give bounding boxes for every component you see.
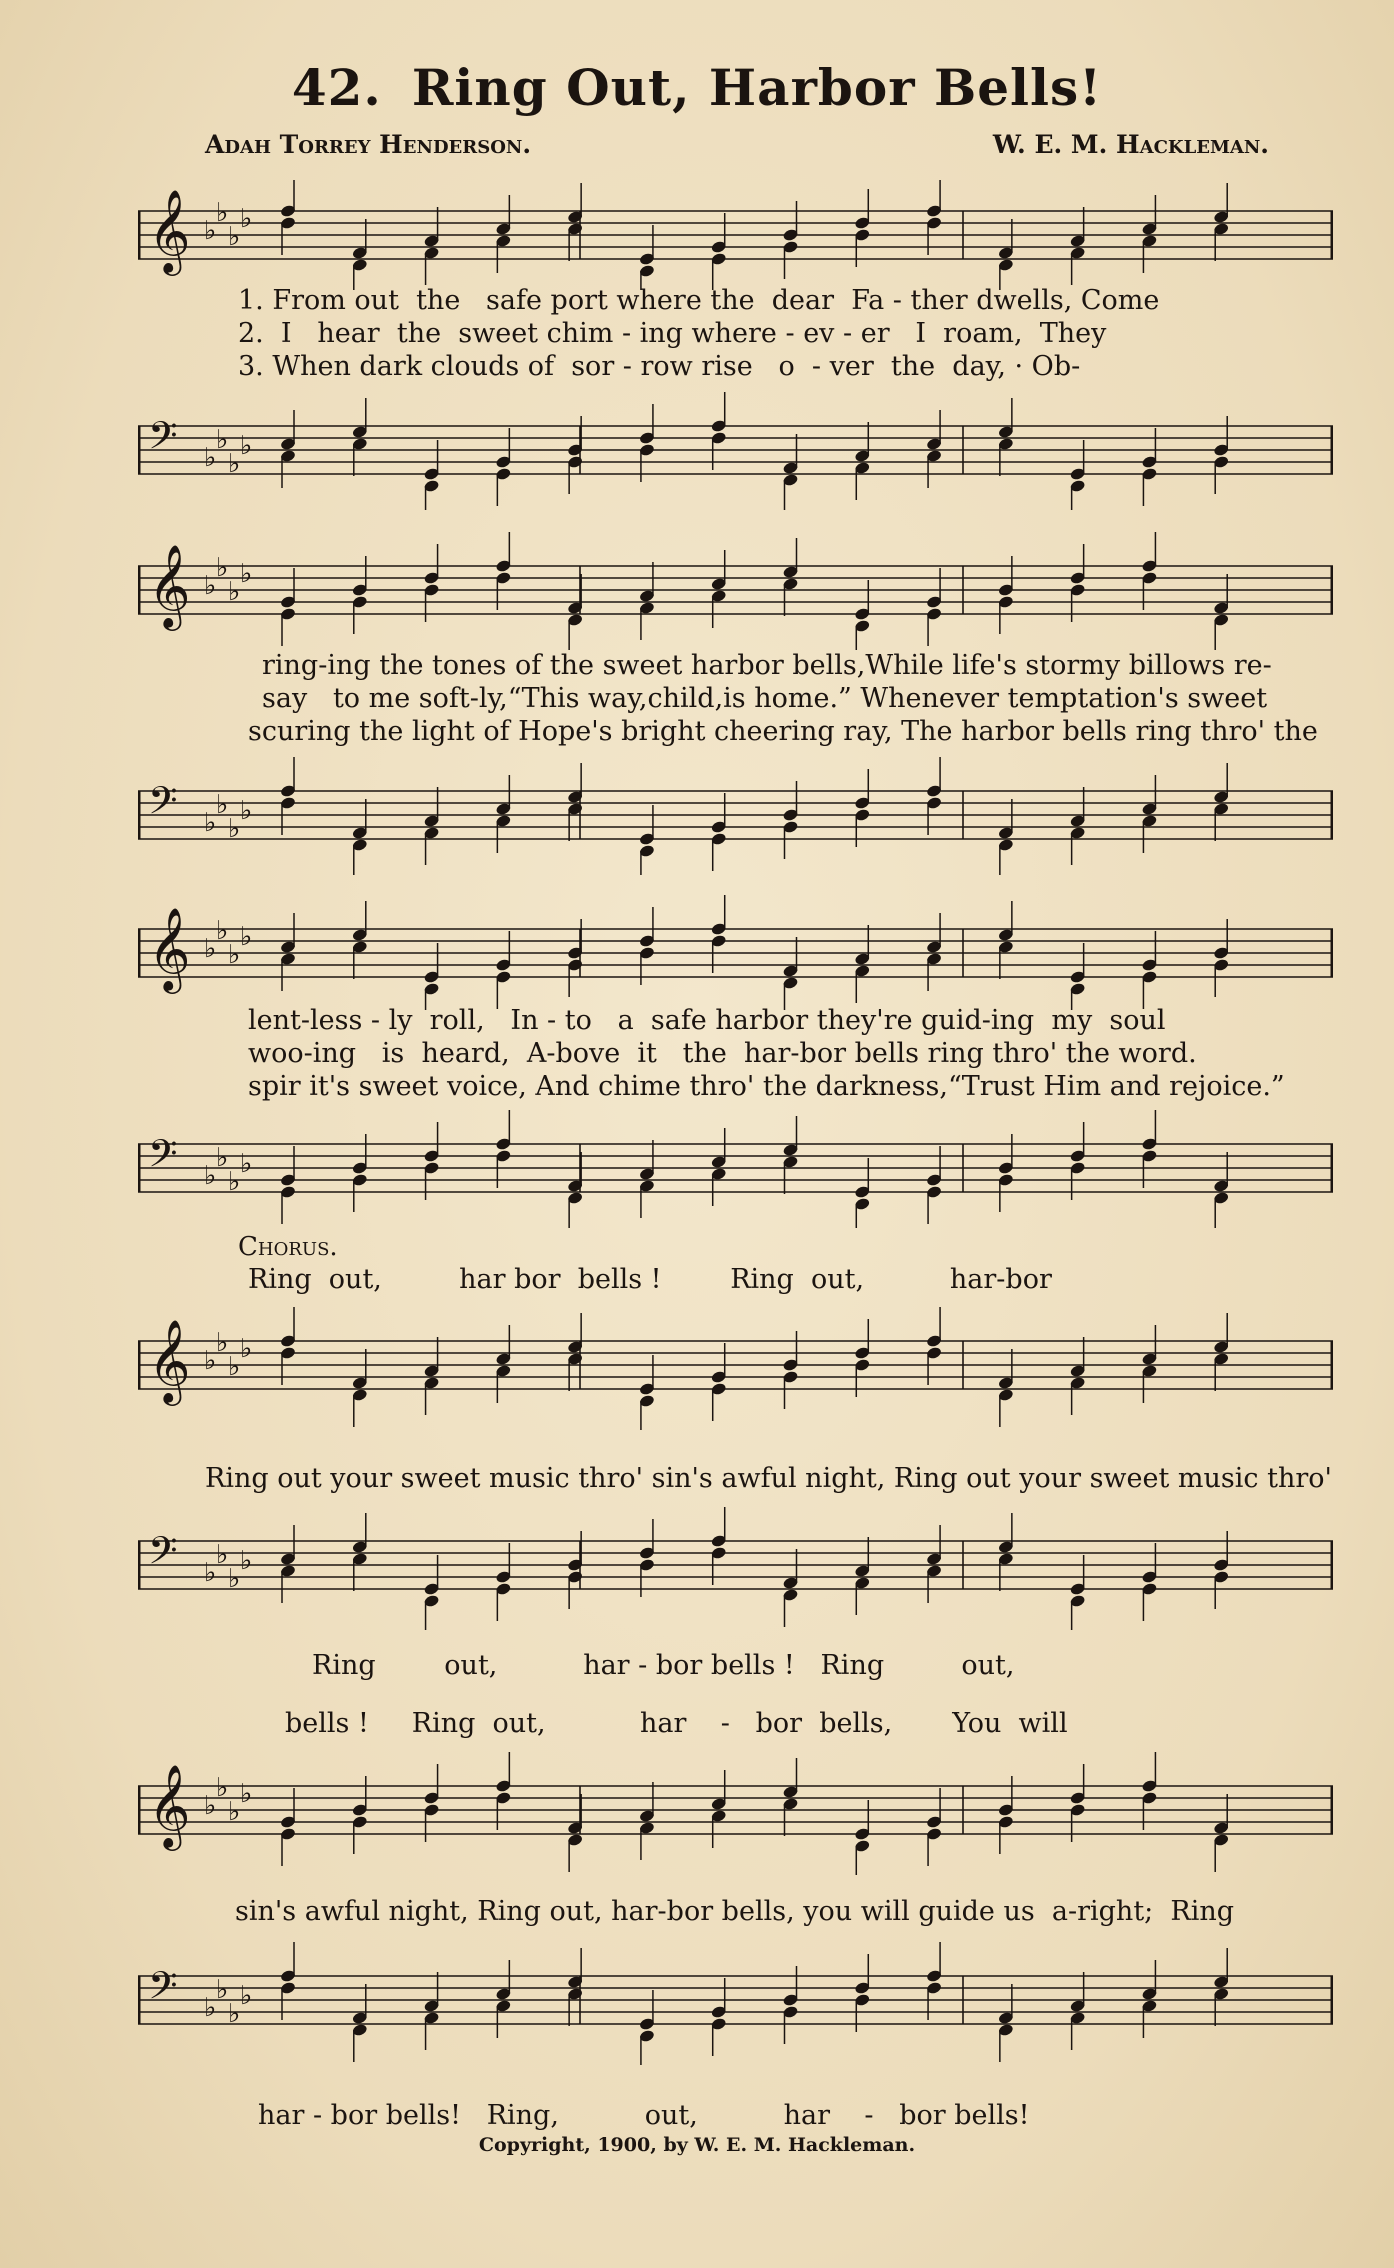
hymn-title bbox=[0, 58, 1394, 117]
svg-text:♭: ♭ bbox=[240, 204, 253, 234]
verse2-line2: say to me soft-ly,“This way,child,is home.” Whenever temptation's sweet bbox=[262, 683, 1268, 714]
svg-text:♭: ♭ bbox=[228, 1564, 241, 1594]
svg-text:𝄞: 𝄞 bbox=[148, 1763, 191, 1847]
svg-text:♭: ♭ bbox=[240, 431, 253, 461]
chorus-soprano-line2: bells ! Ring out, har - bor bells, You will bbox=[285, 1708, 1068, 1739]
bass-staff-chorus-1 bbox=[138, 1500, 1333, 1630]
svg-text:♭: ♭ bbox=[228, 1167, 241, 1197]
verse2-line3: woo-ing is heard, A-bove it the har-bor bells ring thro' the word. bbox=[248, 1038, 1197, 1069]
svg-text:♭: ♭ bbox=[204, 1161, 217, 1191]
svg-text:𝄢: 𝄢 bbox=[148, 1963, 178, 2017]
svg-text:♭: ♭ bbox=[216, 1975, 229, 2005]
verse1-line1: 1. From out the safe port where the dear Fa - ther dwells, Come bbox=[238, 285, 1160, 316]
svg-text:♭: ♭ bbox=[216, 198, 229, 228]
treble-staff-system-2 bbox=[138, 530, 1333, 650]
chorus-soprano-line1: Ring out, har bor bells ! Ring out, har-bor bbox=[248, 1264, 1052, 1295]
verse1-line2: ring-ing the tones of the sweet harbor bells,While life's stormy billows re- bbox=[262, 650, 1272, 681]
svg-text:♭: ♭ bbox=[240, 1334, 253, 1364]
svg-text:𝄞: 𝄞 bbox=[148, 543, 191, 627]
svg-text:𝄢: 𝄢 bbox=[148, 778, 178, 832]
svg-text:♭: ♭ bbox=[204, 216, 217, 246]
svg-text:♭: ♭ bbox=[228, 222, 241, 252]
hymn-number: 42. bbox=[291, 58, 382, 117]
svg-text:𝄢: 𝄢 bbox=[148, 413, 178, 467]
bass-staff-system-3 bbox=[138, 1108, 1333, 1228]
svg-text:♭: ♭ bbox=[240, 1546, 253, 1576]
svg-text:♭: ♭ bbox=[240, 796, 253, 826]
svg-text:♭: ♭ bbox=[204, 1791, 217, 1821]
chorus-tenor-line1: Ring out your sweet music thro' sin's awful night, Ring out your sweet music thro' bbox=[205, 1463, 1332, 1494]
svg-text:♭: ♭ bbox=[204, 571, 217, 601]
svg-text:♭: ♭ bbox=[204, 1558, 217, 1588]
treble-staff-system-1 bbox=[138, 180, 1333, 290]
svg-text:♭: ♭ bbox=[240, 1981, 253, 2011]
treble-staff-chorus-2 bbox=[138, 1745, 1333, 1875]
svg-text:𝄞: 𝄞 bbox=[148, 1318, 191, 1402]
verse2-line1: 2. I hear the sweet chim - ing where - ev - er I roam, They bbox=[238, 318, 1107, 349]
svg-text:♭: ♭ bbox=[204, 934, 217, 964]
bass-staff-chorus-2 bbox=[138, 1935, 1333, 2065]
svg-text:♭: ♭ bbox=[228, 1797, 241, 1827]
chorus-bass-line2: har - bor bells! Ring, out, har - bor bells! bbox=[258, 2100, 1030, 2131]
svg-text:𝄞: 𝄞 bbox=[148, 906, 191, 990]
svg-text:𝄞: 𝄞 bbox=[148, 188, 191, 272]
svg-text:♭: ♭ bbox=[228, 814, 241, 844]
verse3-line1: 3. When dark clouds of sor - row rise o - ver the day, · Ob- bbox=[238, 351, 1081, 382]
svg-text:♭: ♭ bbox=[240, 559, 253, 589]
bass-staff-system-1 bbox=[138, 390, 1333, 510]
svg-text:♭: ♭ bbox=[204, 808, 217, 838]
bass-staff-system-2 bbox=[138, 755, 1333, 875]
chorus-tenor-line2: sin's awful night, Ring out, har-bor bells, you will guide us a-right; Ring bbox=[235, 1896, 1235, 1927]
verse1-line3: lent-less - ly roll, In - to a safe harbor they're guid-ing my soul bbox=[248, 1005, 1166, 1036]
svg-text:♭: ♭ bbox=[240, 1779, 253, 1809]
svg-text:♭: ♭ bbox=[240, 1149, 253, 1179]
svg-text:♭: ♭ bbox=[240, 922, 253, 952]
treble-staff-system-3 bbox=[138, 895, 1333, 1010]
svg-text:♭: ♭ bbox=[216, 1328, 229, 1358]
verse3-line2: scuring the light of Hope's bright cheering ray, The harbor bells ring thro' the bbox=[248, 716, 1318, 747]
svg-text:𝄢: 𝄢 bbox=[148, 1528, 178, 1582]
copyright-notice: Copyright, 1900, by W. E. M. Hackleman. bbox=[478, 2134, 916, 2156]
composer: W. E. M. Hackleman. bbox=[992, 130, 1269, 159]
chorus-label: Chorus. bbox=[238, 1232, 338, 1262]
svg-text:♭: ♭ bbox=[228, 1999, 241, 2029]
svg-text:♭: ♭ bbox=[228, 1352, 241, 1382]
svg-text:♭: ♭ bbox=[228, 940, 241, 970]
svg-text:♭: ♭ bbox=[216, 916, 229, 946]
svg-text:♭: ♭ bbox=[216, 790, 229, 820]
hymn-title-text: Ring Out, Harbor Bells! bbox=[411, 58, 1103, 117]
chorus-bass-line1: Ring out, har - bor bells ! Ring out, bbox=[312, 1650, 1015, 1681]
lyricist: Adah Torrey Henderson. bbox=[205, 130, 532, 159]
svg-text:♭: ♭ bbox=[228, 449, 241, 479]
svg-text:♭: ♭ bbox=[216, 1540, 229, 1570]
svg-text:♭: ♭ bbox=[228, 577, 241, 607]
svg-text:𝄢: 𝄢 bbox=[148, 1131, 178, 1185]
svg-text:♭: ♭ bbox=[204, 1993, 217, 2023]
treble-staff-chorus-1 bbox=[138, 1300, 1333, 1430]
svg-text:♭: ♭ bbox=[216, 1773, 229, 1803]
svg-text:♭: ♭ bbox=[216, 1143, 229, 1173]
svg-text:♭: ♭ bbox=[204, 443, 217, 473]
svg-text:♭: ♭ bbox=[216, 425, 229, 455]
svg-text:♭: ♭ bbox=[216, 553, 229, 583]
verse3-line3: spir it's sweet voice, And chime thro' the darkness,“Trust Him and rejoice.” bbox=[248, 1071, 1285, 1102]
svg-text:♭: ♭ bbox=[204, 1346, 217, 1376]
